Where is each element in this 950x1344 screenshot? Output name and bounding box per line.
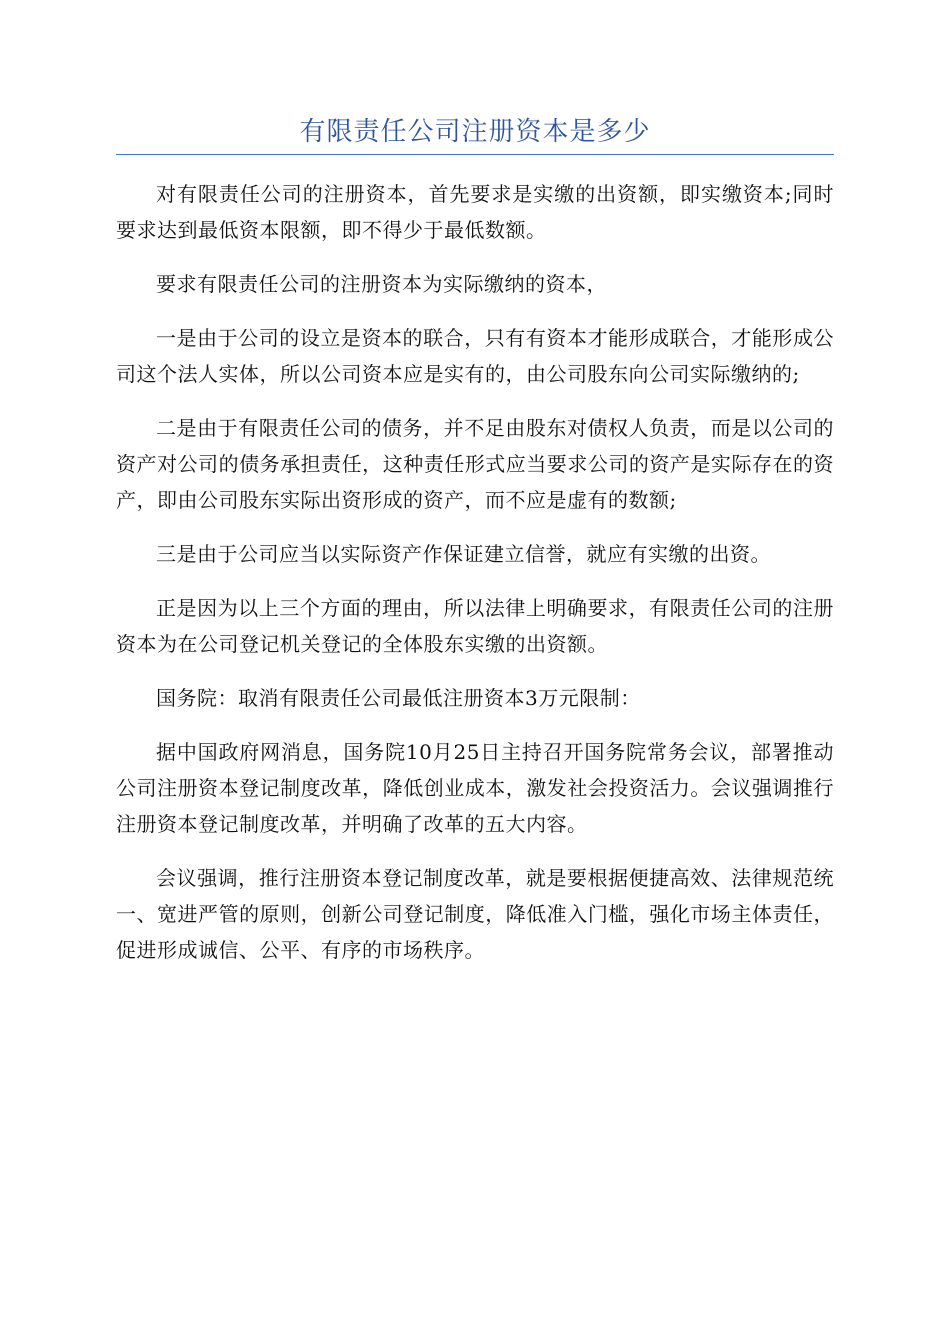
paragraph: 一是由于公司的设立是资本的联合，只有有资本才能形成联合，才能形成公司这个法人实体，所以公司资本应是实有的，由公司股东向公司实际缴纳的;	[116, 326, 834, 386]
paragraph: 对有限责任公司的注册资本，首先要求是实缴的出资额，即实缴资本;同时要求达到最低资本限额，即不得少于最低数额。	[116, 182, 834, 242]
paragraph: 正是因为以上三个方面的理由，所以法律上明确要求，有限责任公司的注册资本为在公司登记机关登记的全体股东实缴的出资额。	[116, 596, 834, 656]
document-title: 有限责任公司注册资本是多少	[299, 117, 651, 147]
paragraph: 三是由于公司应当以实际资产作保证建立信誉，就应有实缴的出资。	[156, 542, 771, 566]
paragraph: 据中国政府网消息，国务院10月25日主持召开国务院常务会议，部署推动公司注册资本登记制度改革，降低创业成本，激发社会投资活力。会议强调推行注册资本登记制度改革，并明确了改革的五大内容。	[116, 740, 834, 836]
paragraph: 国务院：取消有限责任公司最低注册资本3万元限制：	[156, 686, 641, 710]
title-underline	[116, 154, 834, 155]
paragraph: 二是由于有限责任公司的债务，并不足由股东对债权人负责，而是以公司的资产对公司的债务承担责任，这种责任形式应当要求公司的资产是实际存在的资产，即由公司股东实际出资形成的资产，而不应是虚有的数额;	[116, 416, 834, 512]
paragraph: 要求有限责任公司的注册资本为实际缴纳的资本，	[156, 272, 607, 296]
document-body	[116, 176, 834, 986]
paragraph: 会议强调，推行注册资本登记制度改革，就是要根据便捷高效、法律规范统一、宽进严管的原则，创新公司登记制度，降低准入门槛，强化市场主体责任，促进形成诚信、公平、有序的市场秩序。	[116, 866, 834, 962]
